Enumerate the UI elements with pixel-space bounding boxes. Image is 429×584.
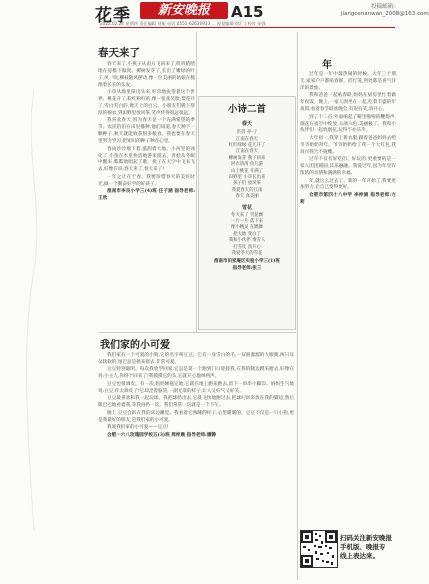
poem-line: 田野里 小草长出来 (228, 174, 266, 180)
byline: 合肥市第四十八中学 李梓涵 指导老师:方莉 (300, 192, 396, 205)
left-margin-decoration (0, 30, 96, 584)
paragraph: 豆豆也很调皮。有一次,妈妈刚拖完地,它就在地上跑来跑去,留下一串串小脚印。妈妈生气地说:豆豆,你太调皮了!它却歪着脑袋,一副无辜的样子,让人又好气又好笑。 (98, 381, 294, 394)
qr-caption-text: 扫码关注新安晚报 手机版、晚报专 线上表达来。 (340, 534, 392, 560)
paragraph: 春天来了,小燕子从南方飞回来了,叽叽喳喳地在房檐下做窝。柳树发芽了,长出了嫩绿的叶子,风一吹,柳枝随风摆动,像一位美丽的姑娘在梳理着长长的头发。 (98, 62, 195, 88)
paragraph: 小草从地里探出头来,好奇地张望着这个世界。桃花开了,粉红粉红的,像一张张笑脸;梨花开了,雪白雪白的,像天上的白云。小朋友们脱下厚厚的棉衣,到田野里放风筝,笑声传得很远很远。 (98, 90, 195, 116)
article-body-pet (98, 353, 294, 440)
poem-line: 春天 真美丽 (235, 194, 259, 200)
poem-line: 一片一片 落下来 (230, 218, 264, 224)
article-body-new-year (300, 72, 396, 207)
poem-school: 淮南市田家庵区实验小学三(1)班 (214, 259, 280, 265)
poem-line: 河水清清 鱼儿游 (230, 162, 264, 168)
paragraph: 豆豆特别聪明。每次我放学回家,它总是第一个跑到门口迎接我,在我的腿边蹭来蹭去,好像在说:小主人,你终于回来了!我摸摸它的头,它就开心地叫两声。 (98, 367, 294, 380)
poem-box (198, 96, 296, 330)
poem-content (203, 117, 291, 273)
poem-teacher: 指导老师:张三 (232, 266, 262, 271)
poem-lines (203, 137, 291, 201)
editor-email-block (341, 4, 429, 18)
article-title-pet: 我们家的小可爱 (100, 340, 170, 351)
masthead-info-line: 2022.02.24 星期四 责任编辑 刘旭 电话:0551-62630933 ... 视觉编辑 徐汇 | 校对 宋强 (100, 21, 266, 26)
section-word: 花季 (95, 6, 131, 26)
masthead-rule (100, 27, 395, 28)
poem-line: 打雪仗 真开心 (233, 244, 261, 250)
paragraph: 年,就这么过去了。新的一年开始了,我要更加努力,让自己变得更好。 (300, 178, 396, 191)
poem-line: 孩子们 放风筝 (233, 181, 261, 187)
poem-line: 把大地 变白了 (233, 231, 261, 237)
poem-line: 我爱春天的江南 (231, 187, 263, 193)
poem-line: 像小精灵 在跳舞 (230, 225, 264, 231)
paragraph: 春雨沙沙地下着,滋润着大地。小河里的冰化了,小鱼在水里快活地游来游去。青蛙从冬眠中醒来,呱呱地唱起了歌。燕子在天空中飞来飞去,好像在说:春天来了,春天来了! (98, 146, 195, 173)
paragraph: 我们家有一个可爱的小狗,它的名字叫豆豆。它有一身雪白的毛,一双圆溜溜的大眼睛,两只耳朵软软的,尾巴总是摇来摇去,非常可爱。 (98, 353, 294, 365)
paragraph: 到了十二点,外面响起了噼里啪啦的鞭炮声,烟花在夜空中绽放,五颜六色,美丽极了。我和小伙伴们一起放烟花,玩得不亦乐乎。 (300, 114, 396, 134)
poem-line: 我爱冬天的雪花 (231, 251, 263, 256)
paragraph: 过年不仅有好吃的、好玩的,更重要的是一家人团团圆圆,其乐融融。我爱过年,因为年里有浓浓的亲情和满满的幸福。 (300, 157, 396, 177)
byline: 淮南市李良小学三(4)班 任子涵 指导老师:王欣 (98, 189, 195, 202)
poem-title: 雪花 (241, 204, 252, 211)
poem-line: 红红绿绿 花儿开了 (228, 142, 266, 148)
poem-line: 山上桃花 开满了 (230, 168, 264, 174)
byline: 合肥一六八玫瑰园学校五(3)班 周梓晨 指导老师:潘静 (107, 432, 216, 438)
paragraph: 我喜欢春天,因为春天是一个充满希望的季节。农民伯伯在田里播种,他们知道,春天种下一颗种子,秋天就能收获很多粮食。我也要在春天里努力学习,把知识的种子种在心里。 (98, 118, 195, 145)
poem-line: 江南在春天 (236, 149, 258, 155)
decorative-flourish (14, 90, 54, 530)
article-title-spring: 春天来了 (98, 47, 140, 59)
poem-line: 我和小伙伴 堆雪人 (228, 238, 266, 244)
poem-credit (203, 259, 291, 272)
page-number: A15 (231, 3, 264, 21)
section-divider (98, 332, 296, 333)
article-title-new-year: 年 (322, 60, 332, 71)
qr-caption (340, 534, 398, 561)
paragraph: 豆豆最喜欢和我一起玩球。我把球扔出去,它就飞快地跑过去,把球叼回来放在我的脚边,然后眼巴巴地看着我,等我再扔一次。我们常常一玩就是一个下午。 (98, 396, 294, 409)
poem-lines (203, 213, 291, 258)
qr-code[interactable] (300, 530, 338, 568)
column-divider (196, 32, 197, 332)
poem-author: 洪蓓 孙 子 (236, 130, 258, 135)
poem-line: 江南在春天 (236, 136, 258, 142)
poem-box-title: 小诗二首 (227, 104, 266, 115)
brand-logo: 新安晚报 (140, 2, 228, 19)
paragraph: 我和爸爸一起贴春联,妈妈在厨房里忙着做年夜饭。晚上,一家人围坐在一起,吃着丰盛的年夜饭,看着春节联欢晚会,有说有笑,真开心。 (300, 93, 396, 113)
masthead (0, 0, 429, 28)
editor-email: jiangcenanwan_2008@163.com (341, 11, 429, 17)
poem-line: 冬天来了 雪花飘 (230, 212, 264, 218)
editor-label: 投稿邮箱: (371, 4, 395, 10)
paragraph: 晚上,豆豆会趴在我的床边睡觉。我看着它熟睡的样子,心里暖暖的。豆豆不仅是一只小狗,更是我最好的朋友,是我们家的小可爱。 (98, 410, 294, 423)
article-body-spring (98, 62, 195, 204)
paragraph: 过年是一年中最热闹的时候。大年三十那天,家家户户都贴春联、挂灯笼,到处都是喜气洋洋的景象。 (300, 72, 396, 91)
paragraph: 一年之计在于春。我要珍惜春天的美好时光,做一个勤奋好学的好孩子。 (98, 174, 195, 187)
poem-line: 柳树发芽 燕子回来 (228, 155, 266, 161)
column-divider (297, 32, 298, 580)
paragraph: 我爱我们家的小可爱——豆豆! (107, 425, 169, 431)
paragraph: 大年初一,我穿上新衣服,跟着爸爸妈妈去给爷爷奶奶拜年。爷爷奶奶给了我一个大红包,我高兴得合不拢嘴。 (300, 135, 396, 155)
poem-title: 春天 (241, 121, 252, 127)
